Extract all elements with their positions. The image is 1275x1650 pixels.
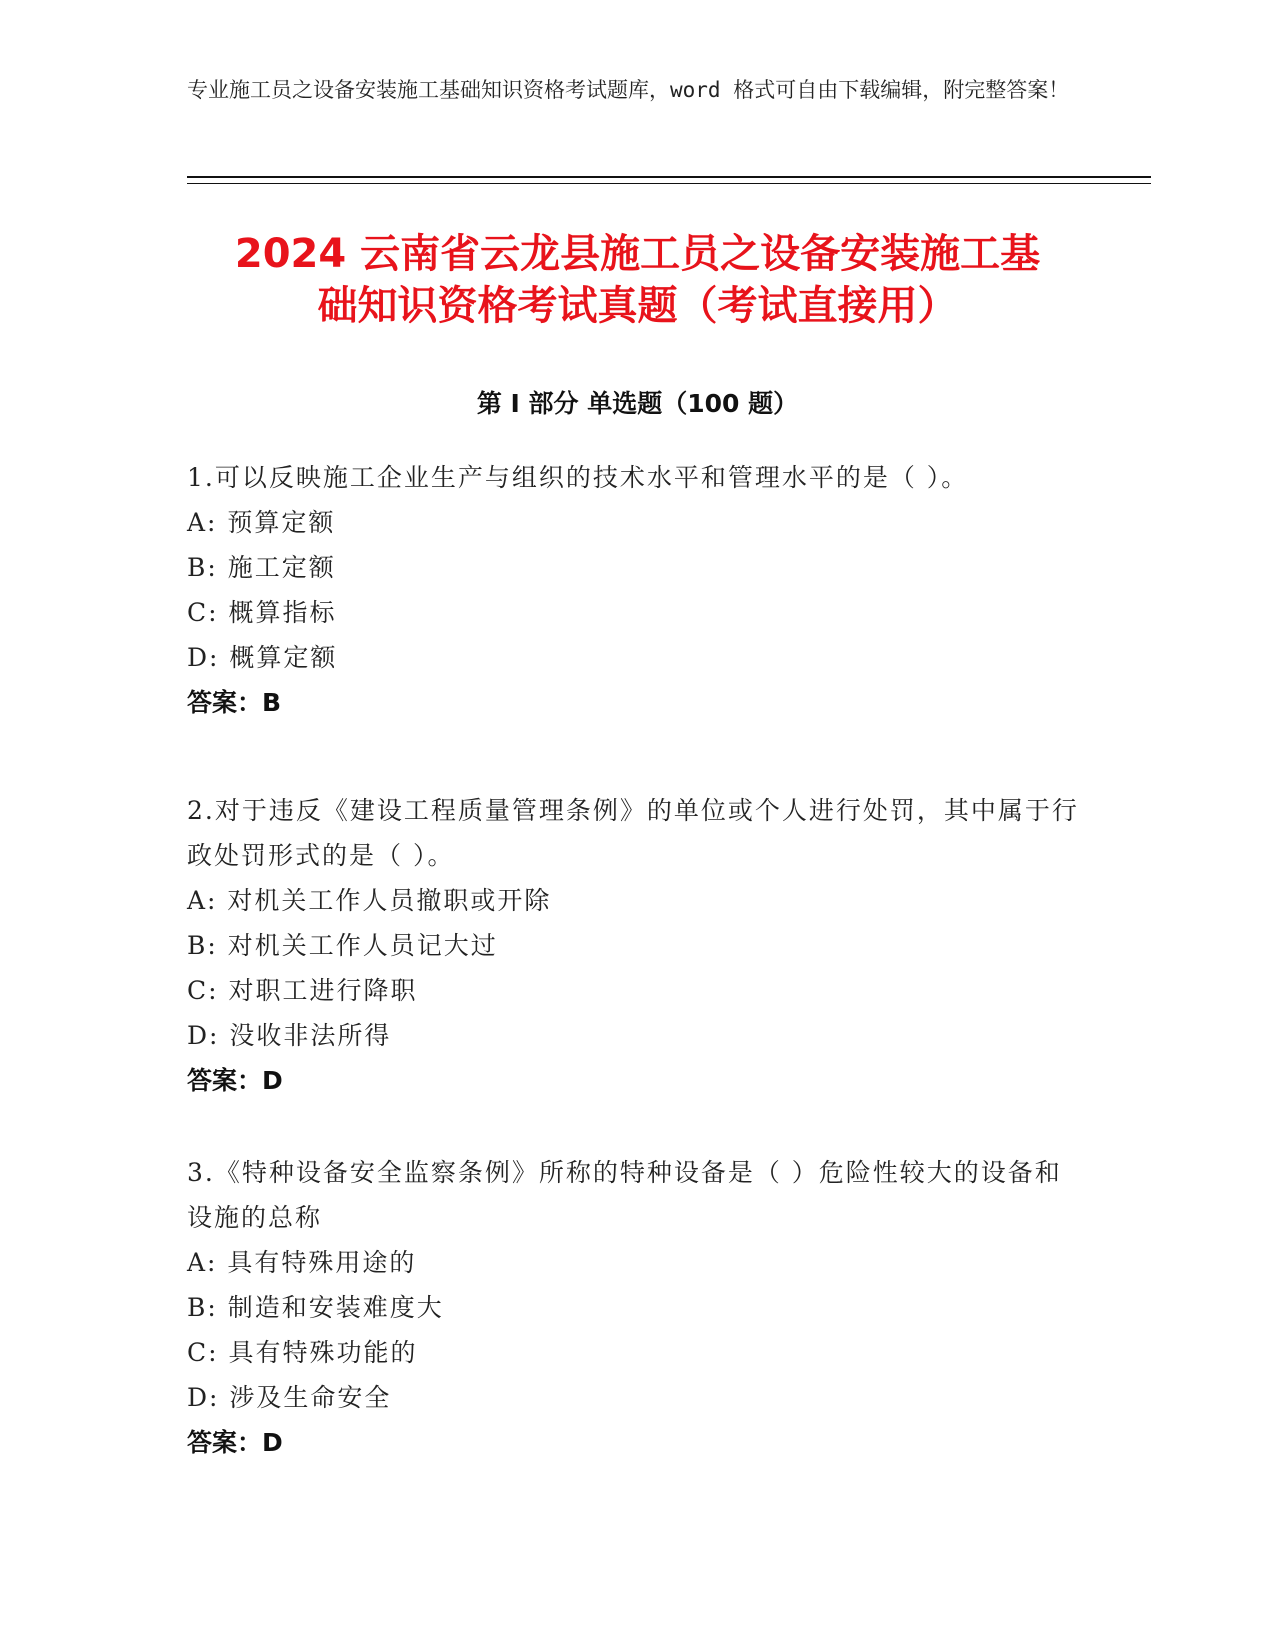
question-2: [187, 788, 1087, 1103]
header-rule-thick: [187, 176, 1151, 178]
title-line-2: 础知识资格考试真题（考试直接用）: [317, 283, 958, 329]
question-1: [187, 455, 1087, 725]
option-d: D: 没收非法所得: [187, 1021, 392, 1050]
option-a: A: 具有特殊用途的: [187, 1248, 417, 1277]
header-rule-thin: [187, 183, 1151, 184]
header-note: 专业施工员之设备安装施工基础知识资格考试题库，word 格式可自由下载编辑，附完整答案！: [187, 78, 1070, 102]
option-d: D: 涉及生命安全: [187, 1383, 392, 1412]
option-b: B: 对机关工作人员记大过: [187, 931, 498, 960]
option-b: B: 施工定额: [187, 553, 336, 582]
option-c: C: 概算指标: [187, 598, 337, 627]
option-c: C: 对职工进行降职: [187, 976, 418, 1005]
option-d: D: 概算定额: [187, 643, 338, 672]
option-a: A: 对机关工作人员撤职或开除: [187, 886, 552, 915]
question-stem: 1.可以反映施工企业生产与组织的技术水平和管理水平的是（ ）。: [187, 463, 969, 492]
answer: 答案：B: [187, 688, 282, 717]
title-line-1: 2024 云南省云龙县施工员之设备安装施工基: [234, 231, 1041, 277]
question-stem: 2.对于违反《建设工程质量管理条例》的单位或个人进行处罚，其中属于行政处罚形式的是（ ）。: [187, 796, 1079, 870]
option-b: B: 制造和安装难度大: [187, 1293, 444, 1322]
document-title: [150, 228, 1125, 332]
option-a: A: 预算定额: [187, 508, 336, 537]
question-3: [187, 1150, 1087, 1465]
option-c: C: 具有特殊功能的: [187, 1338, 418, 1367]
question-stem: 3.《特种设备安全监察条例》所称的特种设备是（ ）危险性较大的设备和设施的总称: [187, 1158, 1062, 1232]
answer: 答案：D: [187, 1428, 283, 1457]
section-heading: 第 I 部分 单选题（100 题）: [476, 389, 799, 418]
answer: 答案：D: [187, 1066, 283, 1095]
